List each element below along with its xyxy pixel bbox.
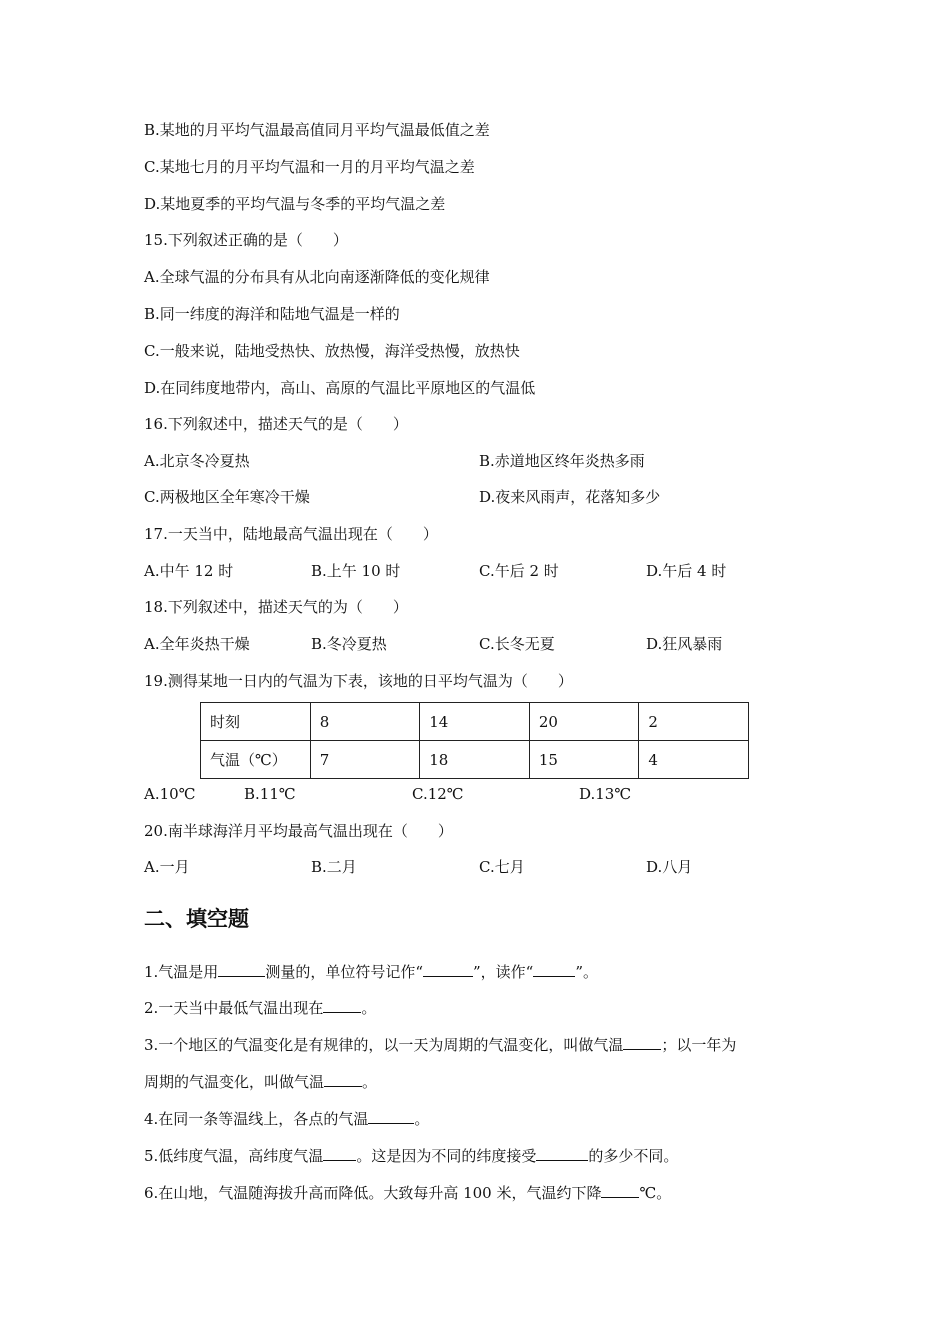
table-cell: 2: [639, 703, 749, 741]
q18-option-d: D.狂风暴雨: [646, 635, 723, 653]
q20-option-c: C.七月: [479, 858, 525, 876]
answer-blank[interactable]: [423, 960, 473, 977]
q16-stem: 16.下列叙述中，描述天气的是（ ）: [144, 415, 408, 433]
q17-option-a: A.中午 12 时: [144, 562, 234, 580]
q19-option-b: B.11℃: [244, 785, 296, 803]
fill-question-4: [144, 1107, 429, 1129]
q17-option-b: B.上午 10 时: [311, 562, 401, 580]
fill-6-text-2: ℃。: [639, 1184, 672, 1202]
fill-5-text-1: 5.低纬度气温，高纬度气温: [144, 1147, 324, 1165]
q19-option-d: D.13℃: [579, 785, 632, 803]
fill-3-text-3: 周期的气温变化，叫做气温: [144, 1073, 325, 1091]
q20-stem: 20.南半球海洋月平均最高气温出现在（ ）: [144, 822, 453, 840]
answer-blank[interactable]: [324, 1070, 362, 1087]
q14-option-b: B.某地的月平均气温最高值同月平均气温最低值之差: [144, 121, 490, 139]
q19-option-a: A.10℃: [144, 785, 196, 803]
q17-option-c: C.午后 2 时: [479, 562, 559, 580]
q14-option-c: C.某地七月的月平均气温和一月的月平均气温之差: [144, 158, 475, 176]
table-row: [201, 703, 749, 741]
table-cell: 4: [639, 741, 749, 779]
fill-4-text-2: 。: [414, 1110, 430, 1128]
q15-option-d: D.在同纬度地带内，高山、高原的气温比平原地区的气温低: [144, 379, 536, 397]
fill-5-text-3: 的多少不同。: [588, 1147, 679, 1165]
q19-option-c: C.12℃: [412, 785, 464, 803]
q18-option-a: A.全年炎热干燥: [144, 635, 250, 653]
fill-2-text-2: 。: [361, 999, 377, 1017]
table-cell: 18: [420, 741, 530, 779]
table-cell: 20: [529, 703, 639, 741]
answer-blank[interactable]: [368, 1107, 414, 1124]
q18-option-c: C.长冬无夏: [479, 635, 555, 653]
table-cell: 8: [310, 703, 420, 741]
answer-blank[interactable]: [323, 1144, 356, 1161]
q18-option-b: B.冬冷夏热: [311, 635, 387, 653]
q18-stem: 18.下列叙述中，描述天气的为（ ）: [144, 598, 408, 616]
q15-option-a: A.全球气温的分布具有从北向南逐渐降低的变化规律: [144, 268, 490, 286]
fill-question-2: [144, 996, 376, 1018]
fill-3-text-4: 。: [362, 1073, 378, 1091]
answer-blank[interactable]: [601, 1181, 639, 1198]
fill-1-text-3: ”，读作“: [472, 963, 534, 981]
fill-question-3-line-1: [144, 1033, 736, 1055]
q16-option-b: B.赤道地区终年炎热多雨: [479, 452, 645, 470]
fill-2-text-1: 2.一天当中最低气温出现在: [144, 999, 324, 1017]
q15-option-b: B.同一纬度的海洋和陆地气温是一样的: [144, 305, 400, 323]
fill-3-text-1: 3.一个地区的气温变化是有规律的，以一天为周期的气温变化，叫做气温: [144, 1036, 624, 1054]
q16-option-a: A.北京冬冷夏热: [144, 452, 250, 470]
table-cell: 7: [310, 741, 420, 779]
q16-option-c: C.两极地区全年寒冷干燥: [144, 488, 310, 506]
section-heading: 二、填空题: [144, 907, 249, 931]
fill-3-text-2: ；以一年为: [661, 1036, 737, 1054]
fill-6-text-1: 6.在山地，气温随海拔升高而降低。大致每升高 100 米，气温约下降: [144, 1184, 602, 1202]
q19-stem: 19.测得某地一日内的气温为下表，该地的日平均气温为（ ）: [144, 672, 573, 690]
table-cell: 14: [420, 703, 530, 741]
q17-stem: 17.一天当中，陆地最高气温出现在（ ）: [144, 525, 438, 543]
fill-5-text-2: 。这是因为不同的纬度接受: [356, 1147, 537, 1165]
fill-question-3-line-2: [144, 1070, 377, 1092]
fill-question-6: [144, 1181, 671, 1203]
answer-blank[interactable]: [536, 1144, 588, 1161]
fill-1-text-2: 测量的，单位符号记作“: [265, 963, 423, 981]
fill-question-5: [144, 1144, 678, 1166]
q15-option-c: C.一般来说，陆地受热快、放热慢，海洋受热慢，放热快: [144, 342, 520, 360]
answer-blank[interactable]: [218, 960, 265, 977]
answer-blank[interactable]: [533, 960, 575, 977]
temperature-table: [200, 702, 749, 779]
q17-option-d: D.午后 4 时: [646, 562, 727, 580]
answer-blank[interactable]: [323, 996, 361, 1013]
q14-option-d: D.某地夏季的平均气温与冬季的平均气温之差: [144, 195, 446, 213]
q15-stem: 15.下列叙述正确的是（ ）: [144, 231, 348, 249]
fill-4-text-1: 4.在同一条等温线上，各点的气温: [144, 1110, 369, 1128]
table-cell: 时刻: [201, 703, 311, 741]
table-cell: 气温（℃）: [201, 741, 311, 779]
table-row: [201, 741, 749, 779]
q20-option-d: D.八月: [646, 858, 693, 876]
q16-option-d: D.夜来风雨声，花落知多少: [479, 488, 661, 506]
fill-1-text-1: 1.气温是用: [144, 963, 219, 981]
answer-blank[interactable]: [623, 1033, 661, 1050]
q20-option-a: A.一月: [144, 858, 190, 876]
table-cell: 15: [529, 741, 639, 779]
q20-option-b: B.二月: [311, 858, 357, 876]
fill-question-1: [144, 960, 598, 982]
fill-1-text-4: ”。: [575, 963, 598, 981]
